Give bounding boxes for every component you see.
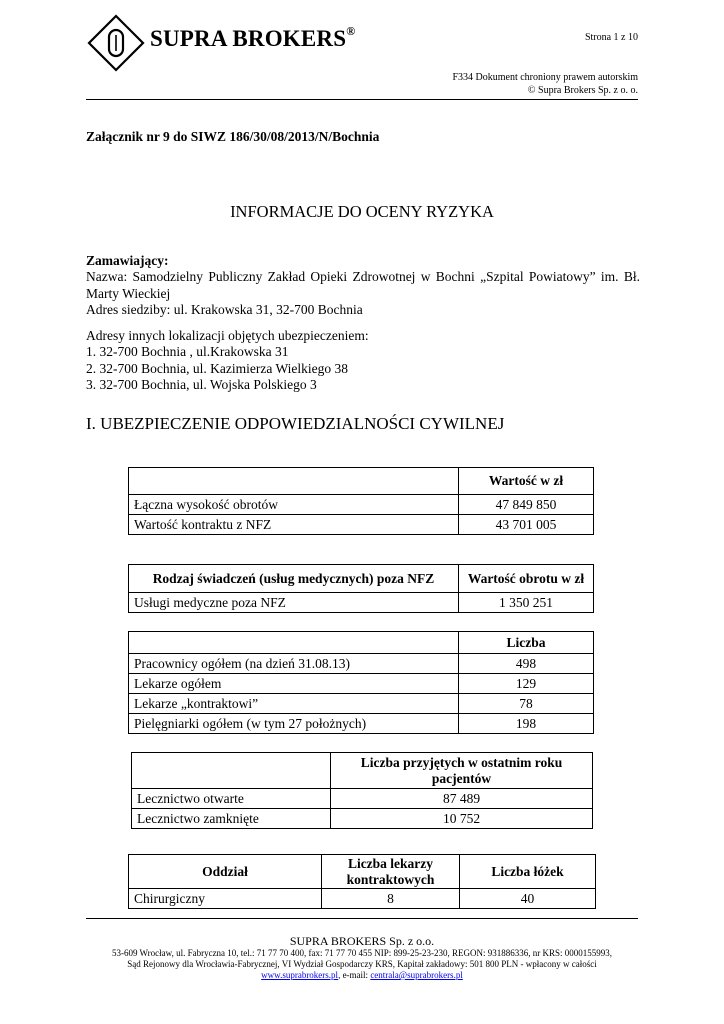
table-row <box>129 654 594 674</box>
footer-contact-line <box>0 970 724 981</box>
table-cell: Pracownicy ogółem (na dzień 31.08.13) <box>129 654 459 674</box>
table-cell: Usługi medyczne poza NFZ <box>129 593 459 613</box>
table-cell: 87 489 <box>331 789 593 809</box>
non-nfz-services-table <box>128 564 594 613</box>
table-cell: Lecznictwo otwarte <box>132 789 331 809</box>
footer-divider <box>86 918 638 919</box>
section-title: I. UBEZPIECZENIE ODPOWIEDZIALNOŚCI CYWILNEJ <box>86 414 505 433</box>
table-cell: Wartość kontraktu z NFZ <box>129 515 459 535</box>
table-cell: 40 <box>460 889 596 909</box>
table-cell: 198 <box>459 714 594 734</box>
brand-name: SUPRA BROKERS® <box>150 24 356 51</box>
table-row <box>129 593 594 613</box>
header-divider <box>86 99 638 100</box>
departments-table <box>128 854 596 909</box>
footer-court-line: Sąd Rejonowy dla Wrocławia-Fabrycznej, VI Wydział Gospodarczy KRS, Kapitał zakładowy: 501 800 PLN - wpłacony w całości <box>127 959 597 969</box>
table-header-row <box>129 632 594 654</box>
turnover-table <box>128 467 594 535</box>
table-row <box>129 714 594 734</box>
table-header-cell: Liczba <box>459 632 594 654</box>
copyright-line-2: © Supra Brokers Sp. z o. o. <box>527 85 638 96</box>
table-cell: 47 849 850 <box>459 495 594 515</box>
client-heading: Zamawiający: <box>86 253 169 268</box>
table-cell: Lekarze „kontraktowi” <box>129 694 459 714</box>
annex-reference: Załącznik nr 9 do SIWZ 186/30/08/2013/N/Bochnia <box>86 129 380 144</box>
table-header-cell <box>129 468 459 495</box>
table-cell: 498 <box>459 654 594 674</box>
table-row <box>129 495 594 515</box>
footer <box>0 934 724 981</box>
copyright-notice <box>452 71 638 97</box>
table-cell: 1 350 251 <box>459 593 594 613</box>
location-item: 3. 32-700 Bochnia, ul. Wojska Polskiego 3 <box>86 376 317 392</box>
location-item: 2. 32-700 Bochnia, ul. Kazimierza Wielkiego 38 <box>86 360 349 376</box>
table-header-row <box>129 565 594 593</box>
table-header-cell: Rodzaj świadczeń (usług medycznych) poza NFZ <box>129 565 459 593</box>
table-header-cell: Liczba łóżek <box>460 855 596 889</box>
table-header-cell: Oddział <box>129 855 322 889</box>
table-header-cell <box>132 753 331 789</box>
table-row <box>132 809 593 829</box>
website-link[interactable]: www.suprabrokers.pl <box>261 970 339 980</box>
client-name: Nazwa: Samodzielny Publiczny Zakład Opieki Zdrowotnej w Bochni „Szpital Powiatowy” im. Bł. Marty Wieckiej <box>86 269 640 301</box>
table-cell: 10 752 <box>331 809 593 829</box>
table-header-cell: Liczba przyjętych w ostatnim roku pacjentów <box>331 753 593 789</box>
table-header-cell: Wartość w zł <box>459 468 594 495</box>
table-header-cell: Liczba lekarzy kontraktowych <box>322 855 460 889</box>
company-logo <box>86 14 146 72</box>
table-row <box>132 789 593 809</box>
client-address: Adres siedziby: ul. Krakowska 31, 32-700 Bochnia <box>86 301 363 317</box>
table-cell: Chirurgiczny <box>129 889 322 909</box>
table-header-row <box>132 753 593 789</box>
table-cell: Lecznictwo zamknięte <box>132 809 331 829</box>
table-header-row <box>129 855 596 889</box>
email-prefix: , e-mail: <box>338 970 371 980</box>
email-link[interactable]: centrala@suprabrokers.pl <box>370 970 463 980</box>
footer-company: SUPRA BROKERS Sp. z o.o. <box>289 934 435 948</box>
footer-address-line: 53-609 Wrocław, ul. Fabryczna 10, tel.: 71 77 70 400, fax: 71 77 70 455 NIP: 899-25-23-230, REGON: 931886336, nr KRS: 0000155993, <box>111 948 613 958</box>
table-header-row <box>129 468 594 495</box>
patients-table <box>131 752 593 829</box>
registered-mark: ® <box>346 24 356 38</box>
table-cell: 129 <box>459 674 594 694</box>
locations <box>86 328 640 393</box>
table-header-cell: Wartość obrotu w zł <box>459 565 594 593</box>
staff-table <box>128 631 594 734</box>
table-cell: 8 <box>322 889 460 909</box>
table-cell: 43 701 005 <box>459 515 594 535</box>
table-row <box>129 694 594 714</box>
location-item: 1. 32-700 Bochnia , ul.Krakowska 31 <box>86 344 289 360</box>
table-cell: Pielęgniarki ogółem (w tym 27 położnych) <box>129 714 459 734</box>
table-cell: Lekarze ogółem <box>129 674 459 694</box>
locations-heading: Adresy innych lokalizacji objętych ubezpieczeniem: <box>86 328 369 343</box>
copyright-line-1: F334 Dokument chroniony prawem autorskim <box>452 72 638 83</box>
page-number: Strona 1 z 10 <box>584 32 638 43</box>
table-row <box>129 889 596 909</box>
table-cell: Łączna wysokość obrotów <box>129 495 459 515</box>
table-row <box>129 674 594 694</box>
document-title: INFORMACJE DO OCENY RYZYKA <box>230 202 494 221</box>
table-cell: 78 <box>459 694 594 714</box>
table-row <box>129 515 594 535</box>
client-info <box>86 253 640 318</box>
table-header-cell <box>129 632 459 654</box>
